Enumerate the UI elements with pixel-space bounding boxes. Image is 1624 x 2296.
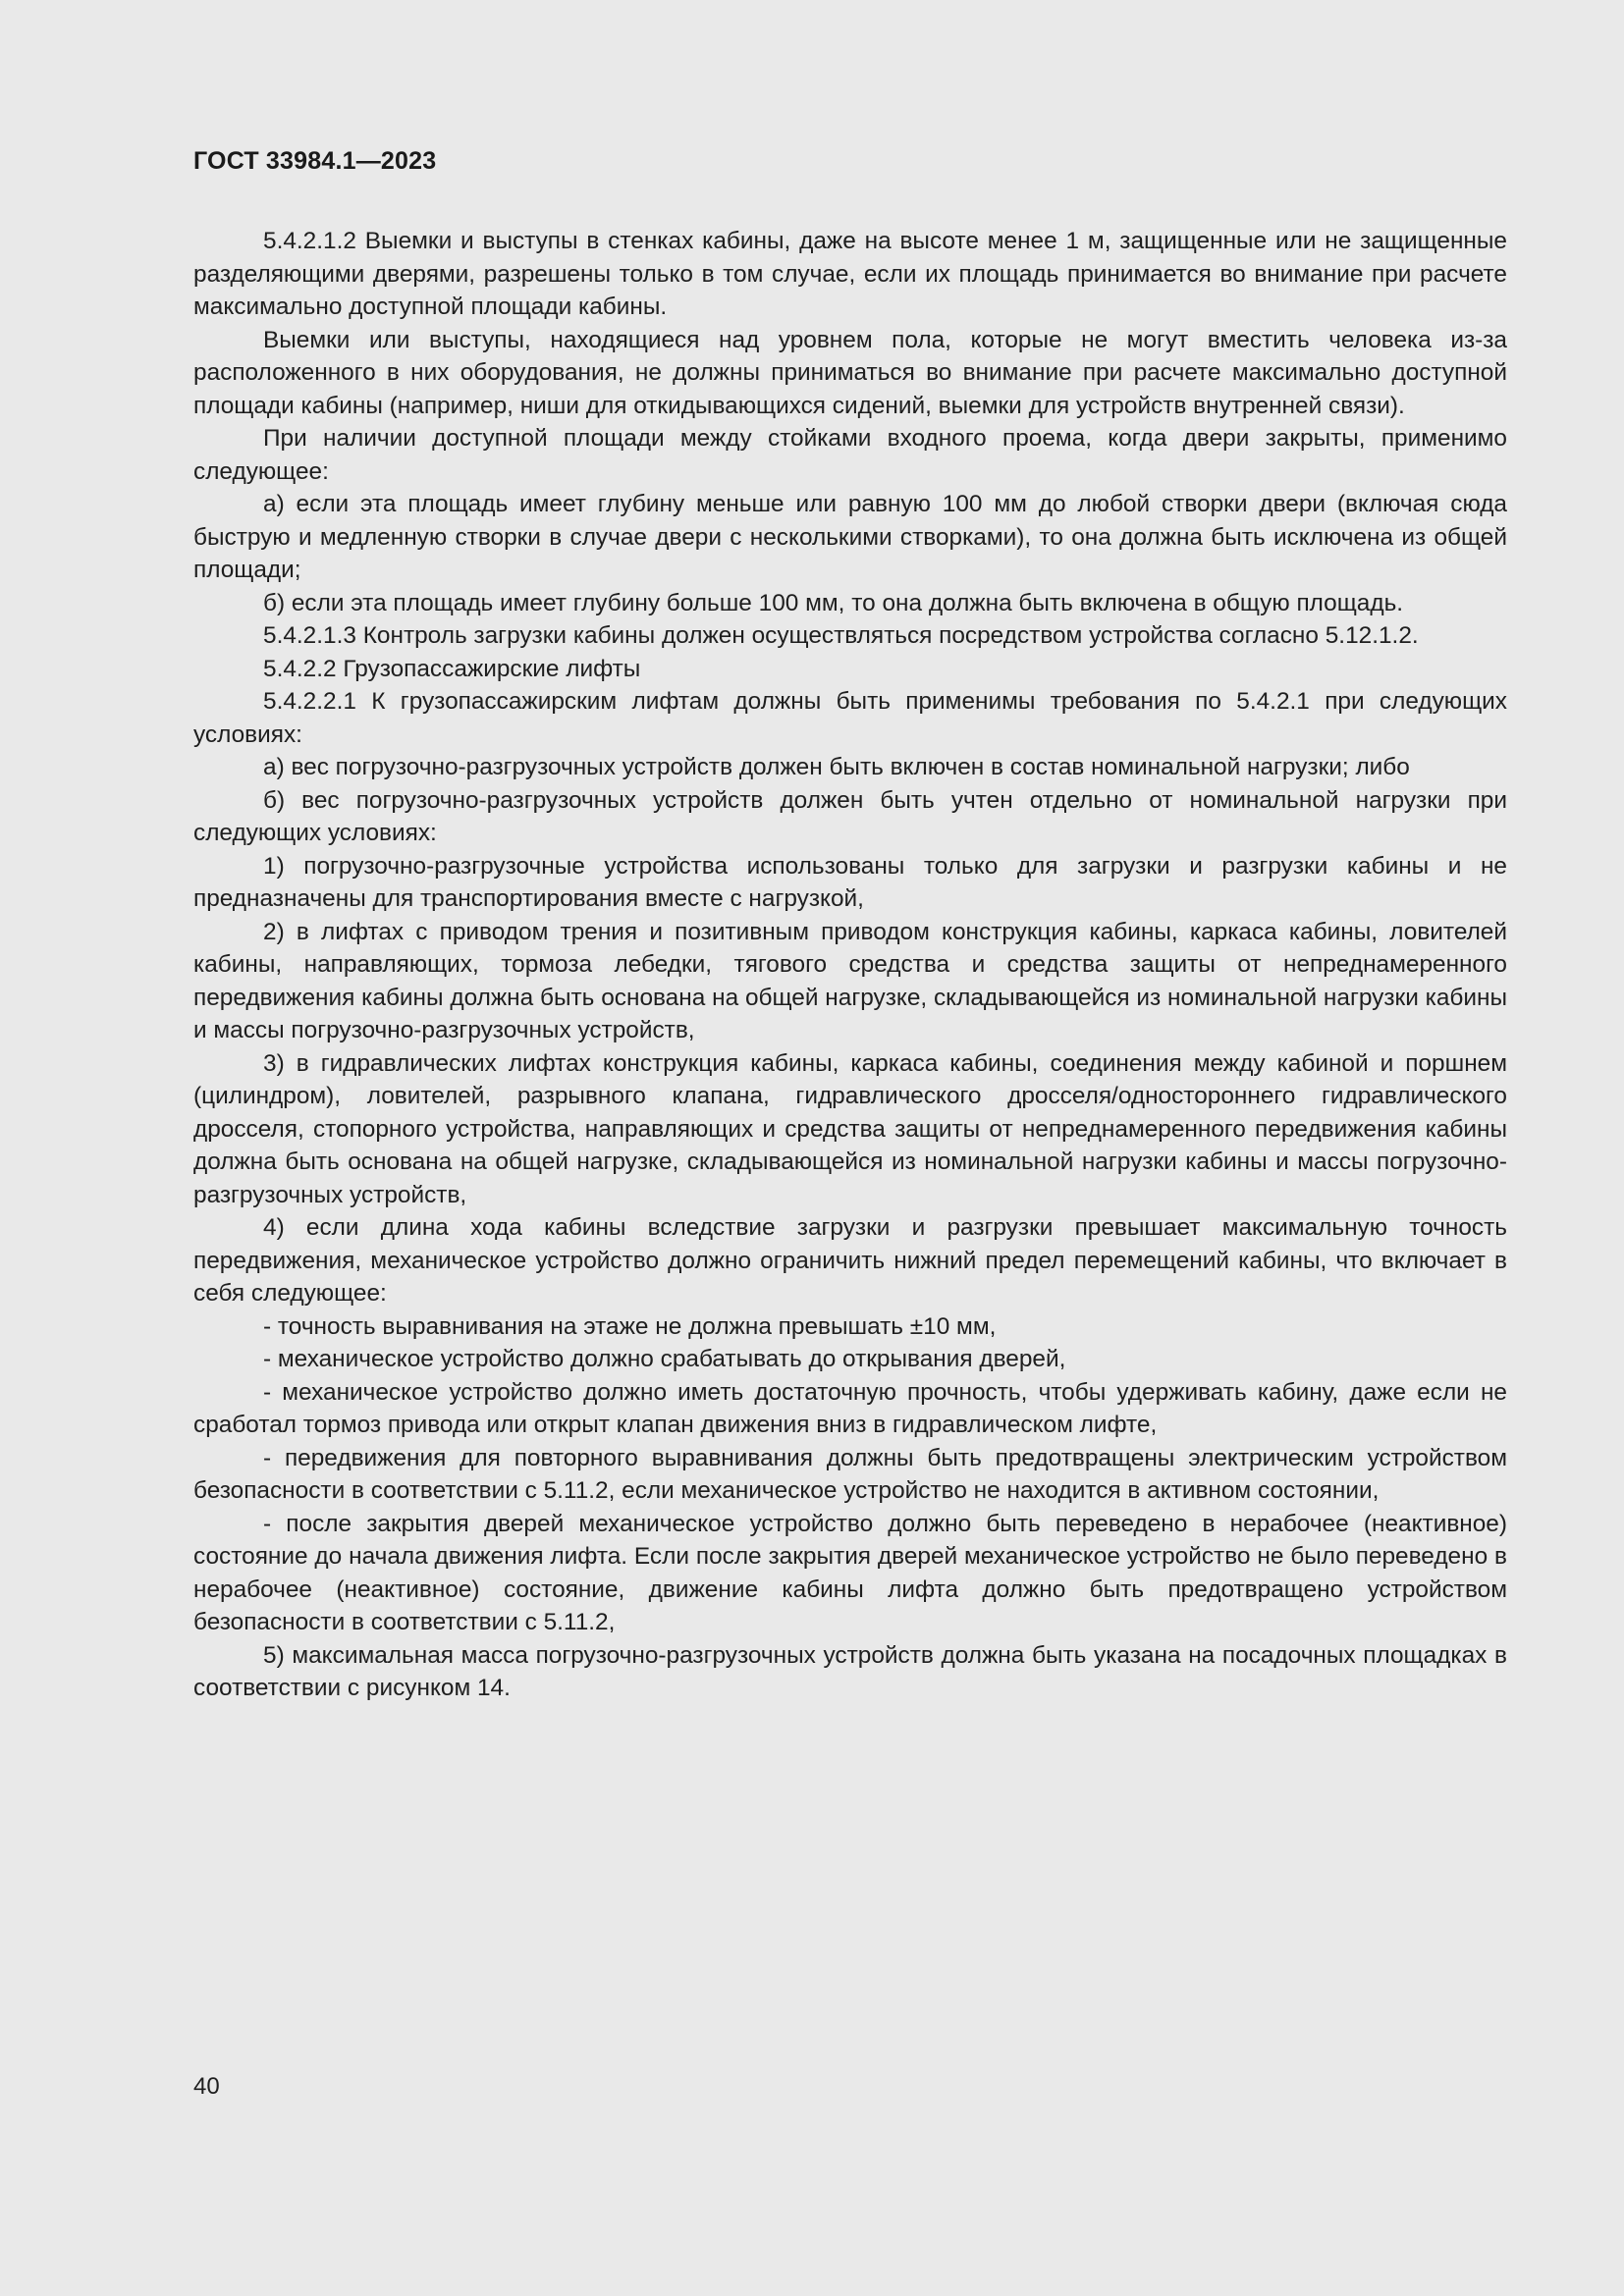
document-body	[193, 225, 1507, 1705]
paragraph: а) если эта площадь имеет глубину меньше или равную 100 мм до любой створки двери (включая сюда быструю и медленную створки в случае двери с несколькими створками), то она должна быть исключена из общей площади;	[193, 491, 1507, 583]
paragraph: 4) если длина хода кабины вследствие загрузки и разгрузки превышает максимальную точность передвижения, механическое устройство должно ограничить нижний предел перемещений кабины, что включает в себя следующее:	[193, 1214, 1507, 1307]
paragraph: 3) в гидравлических лифтах конструкция кабины, каркаса кабины, соединения между кабиной и поршнем (цилиндром), ловителей, разрывного клапана, гидравлического дросселя/одностороннего гидравлического дросселя, стопорного устройства, направляющих и средства защиты от непреднамеренного передвижения кабины должна быть основана на общей нагрузке, складывающейся из номинальной нагрузки кабины и массы погрузочно-разгрузочных устройств,	[193, 1049, 1507, 1208]
paragraph: - механическое устройство должно иметь достаточную прочность, чтобы удерживать кабину, даже если не сработал тормоз привода или открыт клапан движения вниз в гидравлическом лифте,	[193, 1378, 1507, 1438]
paragraph: - механическое устройство должно срабатывать до открывания дверей,	[263, 1346, 1066, 1372]
paragraph: - после закрытия дверей механическое устройство должно быть переведено в нерабочее (неактивное) состояние до начала движения лифта. Если после закрытия дверей механическое устройство не было переведено в нерабочее (неактивное) состояние, движение кабины лифта должно быть предотвращено устройством безопасности в соответствии с 5.11.2,	[193, 1510, 1507, 1635]
paragraph: 5.4.2.1.3 Контроль загрузки кабины должен осуществляться посредством устройства согласно 5.12.1.2.	[263, 622, 1419, 649]
paragraph: 5.4.2.2.1 К грузопассажирским лифтам должны быть применимы требования по 5.4.2.1 при следующих условиях:	[193, 688, 1507, 748]
paragraph: - точность выравнивания на этаже не должна превышать ±10 мм,	[263, 1312, 997, 1340]
paragraph: - передвижения для повторного выравнивания должны быть предотвращены электрическим устройством безопасности в соответствии с 5.11.2, если механическое устройство не находится в активном состоянии,	[193, 1444, 1507, 1504]
page-number: 40	[193, 2073, 220, 2100]
paragraph: 5) максимальная масса погрузочно-разгрузочных устройств должна быть указана на посадочных площадках в соответствии с рисунком 14.	[193, 1641, 1507, 1701]
paragraph: 2) в лифтах с приводом трения и позитивным приводом конструкция кабины, каркаса кабины, ловителей кабины, направляющих, тормоза лебедки, тягового средства и средства защиты от непреднамеренного передвижения кабины должна быть основана на общей нагрузке, складывающейся из номинальной нагрузки кабины и массы погрузочно-разгрузочных устройств,	[193, 918, 1507, 1043]
paragraph: а) вес погрузочно-разгрузочных устройств должен быть включен в состав номинальной нагрузки; либо	[263, 754, 1410, 780]
paragraph: б) если эта площадь имеет глубину больше 100 мм, то она должна быть включена в общую площадь.	[263, 589, 1404, 616]
paragraph: 5.4.2.2 Грузопассажирские лифты	[263, 655, 641, 682]
document-header: ГОСТ 33984.1—2023	[193, 147, 437, 175]
paragraph: 5.4.2.1.2 Выемки и выступы в стенках кабины, даже на высоте менее 1 м, защищенные или не защищенные разделяющими дверями, разрешены только в том случае, если их площадь принимается во внимание при расчете максимально доступной площади кабины.	[193, 228, 1507, 320]
paragraph: б) вес погрузочно-разгрузочных устройств должен быть учтен отдельно от номинальной нагрузки при следующих условиях:	[193, 786, 1507, 846]
paragraph: 1) погрузочно-разгрузочные устройства использованы только для загрузки и разгрузки кабины и не предназначены для транспортирования вместе с нагрузкой,	[193, 852, 1507, 912]
paragraph: При наличии доступной площади между стойками входного проема, когда двери закрыты, применимо следующее:	[193, 425, 1507, 485]
paragraph: Выемки или выступы, находящиеся над уровнем пола, которые не могут вместить человека из-за расположенного в них оборудования, не должны приниматься во внимание при расчете максимально доступной площади кабины (например, ниши для откидывающихся сидений, выемки для устройств внутренней связи).	[193, 326, 1507, 419]
